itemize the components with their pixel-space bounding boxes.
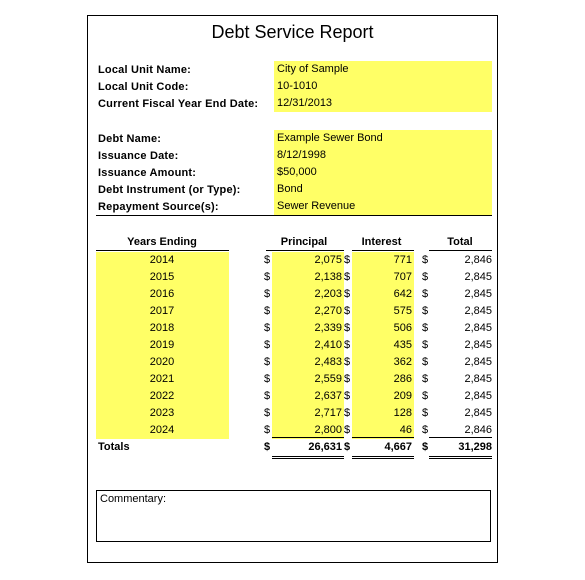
principal-dollar-sign: $: [264, 288, 271, 300]
interest-dollar-sign: $: [344, 305, 351, 317]
principal-cell[interactable]: 2,339: [314, 322, 342, 334]
interest-dollar-sign: $: [344, 407, 351, 419]
totals-total-dollar: $: [422, 441, 429, 453]
principal-cell[interactable]: 2,138: [314, 271, 342, 283]
total-cell: 2,845: [464, 339, 492, 351]
total-dollar-sign: $: [422, 339, 429, 351]
local-unit-name-field[interactable]: City of Sample: [277, 63, 349, 75]
report-sheet: [87, 15, 498, 563]
principal-cell[interactable]: 2,075: [314, 254, 342, 266]
debt-instrument-field[interactable]: Bond: [277, 183, 303, 195]
total-cell: 2,846: [464, 424, 492, 436]
commentary-box[interactable]: [96, 490, 491, 542]
interest-dollar-sign: $: [344, 339, 351, 351]
principal-header: Principal: [280, 236, 328, 248]
principal-dollar-sign: $: [264, 373, 271, 385]
total-dollar-sign: $: [422, 390, 429, 402]
table-row: [88, 388, 499, 405]
local-unit-name-label: Local Unit Name:: [98, 64, 192, 76]
interest-dollar-sign: $: [344, 322, 351, 334]
total-dollar-sign: $: [422, 322, 429, 334]
interest-double-line-1: [352, 456, 414, 457]
interest-cell[interactable]: 209: [393, 390, 412, 402]
principal-double-line-1: [272, 456, 344, 457]
principal-double-line-2: [272, 458, 344, 459]
principal-cell[interactable]: 2,270: [314, 305, 342, 317]
total-header: Total: [447, 236, 473, 248]
interest-cell[interactable]: 128: [393, 407, 412, 419]
interest-cell[interactable]: 771: [393, 254, 412, 266]
principal-dollar-sign: $: [264, 271, 271, 283]
local-unit-code-label: Local Unit Code:: [98, 81, 189, 93]
interest-cell[interactable]: 506: [393, 322, 412, 334]
total-cell: 2,845: [464, 322, 492, 334]
year-cell[interactable]: 2022: [149, 390, 175, 402]
fiscal-year-end-field[interactable]: 12/31/2013: [277, 97, 333, 109]
principal-dollar-sign: $: [264, 390, 271, 402]
issuance-date-label: Issuance Date:: [98, 150, 179, 162]
principal-dollar-sign: $: [264, 339, 271, 351]
year-cell[interactable]: 2020: [149, 356, 175, 368]
table-row: [88, 354, 499, 371]
year-cell[interactable]: 2021: [149, 373, 175, 385]
total-cell: 2,845: [464, 288, 492, 300]
total-dollar-sign: $: [422, 424, 429, 436]
interest-dollar-sign: $: [344, 288, 351, 300]
years-header-underline: [96, 250, 229, 251]
year-cell[interactable]: 2017: [149, 305, 175, 317]
total-dollar-sign: $: [422, 288, 429, 300]
principal-dollar-sign: $: [264, 356, 271, 368]
year-cell[interactable]: 2015: [149, 271, 175, 283]
debt-name-label: Debt Name:: [98, 133, 162, 145]
total-dollar-sign: $: [422, 271, 429, 283]
principal-dollar-sign: $: [264, 407, 271, 419]
interest-cell[interactable]: 286: [393, 373, 412, 385]
totals-principal: 26,631: [308, 441, 342, 453]
total-dollar-sign: $: [422, 407, 429, 419]
principal-dollar-sign: $: [264, 254, 271, 266]
table-row: [88, 320, 499, 337]
principal-cell[interactable]: 2,203: [314, 288, 342, 300]
interest-dollar-sign: $: [344, 373, 351, 385]
total-cell: 2,845: [464, 390, 492, 402]
total-cell: 2,845: [464, 305, 492, 317]
interest-dollar-sign: $: [344, 254, 351, 266]
totals-label: Totals: [98, 441, 130, 453]
interest-cell[interactable]: 362: [393, 356, 412, 368]
interest-cell[interactable]: 575: [393, 305, 412, 317]
table-row: [88, 269, 499, 286]
year-cell[interactable]: 2016: [149, 288, 175, 300]
year-cell[interactable]: 2024: [149, 424, 175, 436]
principal-cell[interactable]: 2,410: [314, 339, 342, 351]
year-cell[interactable]: 2023: [149, 407, 175, 419]
table-row: [88, 252, 499, 269]
debt-name-field[interactable]: Example Sewer Bond: [277, 132, 383, 144]
table-row: [88, 337, 499, 354]
issuance-amount-label: Issuance Amount:: [98, 167, 197, 179]
principal-dollar-sign: $: [264, 424, 271, 436]
interest-cell[interactable]: 435: [393, 339, 412, 351]
principal-sum-line: [272, 437, 344, 438]
table-row: [88, 286, 499, 303]
report-title: Debt Service Report: [211, 22, 374, 42]
principal-dollar-sign: $: [264, 305, 271, 317]
totals-principal-dollar: $: [264, 441, 271, 453]
repayment-source-label: Repayment Source(s):: [98, 201, 219, 213]
local-unit-code-field[interactable]: 10-1010: [277, 80, 318, 92]
principal-cell[interactable]: 2,800: [314, 424, 342, 436]
interest-header-underline: [352, 250, 414, 251]
table-row: [88, 405, 499, 422]
table-row: [88, 371, 499, 388]
principal-dollar-sign: $: [264, 322, 271, 334]
total-cell: 2,846: [464, 254, 492, 266]
total-cell: 2,845: [464, 373, 492, 385]
debt-instrument-label: Debt Instrument (or Type):: [98, 184, 241, 196]
interest-header: Interest: [361, 236, 402, 248]
interest-cell[interactable]: 46: [399, 424, 412, 436]
years-ending-header: Years Ending: [127, 236, 197, 248]
principal-header-underline: [266, 250, 344, 251]
total-cell: 2,845: [464, 271, 492, 283]
principal-cell[interactable]: 2,483: [314, 356, 342, 368]
total-dollar-sign: $: [422, 373, 429, 385]
year-cell[interactable]: 2014: [149, 254, 175, 266]
issuance-date-field[interactable]: 8/12/1998: [277, 149, 326, 161]
totals-interest: 4,667: [384, 441, 412, 453]
total-double-line-2: [429, 458, 492, 459]
totals-total: 31,298: [458, 441, 492, 453]
commentary-label: Commentary:: [100, 493, 167, 505]
total-cell: 2,845: [464, 407, 492, 419]
issuance-amount-field[interactable]: $50,000: [277, 166, 317, 178]
fiscal-year-end-label: Current Fiscal Year End Date:: [98, 98, 259, 110]
interest-dollar-sign: $: [344, 271, 351, 283]
interest-cell[interactable]: 642: [393, 288, 412, 300]
principal-cell[interactable]: 2,717: [314, 407, 342, 419]
interest-dollar-sign: $: [344, 424, 351, 436]
total-dollar-sign: $: [422, 254, 429, 266]
principal-cell[interactable]: 2,637: [314, 390, 342, 402]
year-cell[interactable]: 2018: [149, 322, 175, 334]
total-sum-line: [429, 437, 492, 438]
interest-sum-line: [352, 437, 414, 438]
total-dollar-sign: $: [422, 356, 429, 368]
interest-dollar-sign: $: [344, 390, 351, 402]
principal-cell[interactable]: 2,559: [314, 373, 342, 385]
totals-interest-dollar: $: [344, 441, 351, 453]
totals-row: [88, 439, 499, 456]
table-row: [88, 303, 499, 320]
interest-cell[interactable]: 707: [393, 271, 412, 283]
total-double-line-1: [429, 456, 492, 457]
interest-dollar-sign: $: [344, 356, 351, 368]
repayment-source-field[interactable]: Sewer Revenue: [277, 200, 356, 212]
total-header-underline: [429, 250, 492, 251]
year-cell[interactable]: 2019: [149, 339, 175, 351]
debt-info-divider: [96, 215, 492, 216]
total-cell: 2,845: [464, 356, 492, 368]
total-dollar-sign: $: [422, 305, 429, 317]
interest-double-line-2: [352, 458, 414, 459]
